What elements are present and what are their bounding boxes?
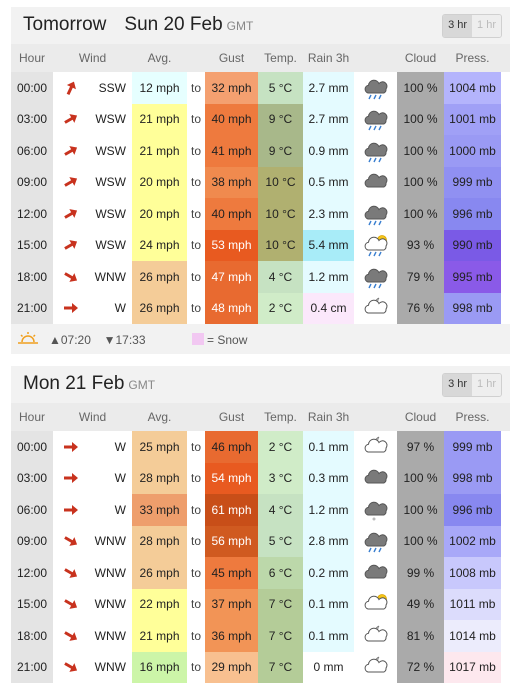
rain-3h: 5.4 mm bbox=[303, 230, 354, 262]
gust-wind: 48 mph bbox=[205, 293, 258, 325]
gust-wind: 46 mph bbox=[205, 431, 258, 463]
arrow-wsw-icon bbox=[53, 135, 89, 167]
temperature: 9 °C bbox=[258, 104, 303, 136]
arrow-wsw-icon bbox=[53, 230, 89, 262]
rain-3h: 0.1 mm bbox=[303, 431, 354, 463]
day-header bbox=[11, 7, 510, 44]
hour-cell: 12:00 bbox=[11, 198, 53, 230]
arrow-wnw-icon bbox=[53, 261, 89, 293]
to-label: to bbox=[187, 431, 205, 463]
wind-direction: WSW bbox=[89, 135, 132, 167]
forecast-row bbox=[11, 104, 510, 136]
rain-3h: 0 mm bbox=[303, 652, 354, 684]
forecast-day-1 bbox=[11, 7, 510, 354]
col-press: Press. bbox=[455, 51, 490, 65]
hour-cell: 06:00 bbox=[11, 135, 53, 167]
avg-wind: 16 mph bbox=[132, 652, 187, 684]
col-hour: Hour bbox=[18, 410, 45, 424]
col-gust: Gust bbox=[218, 410, 245, 424]
arrow-w-icon bbox=[53, 463, 89, 495]
rain-3h: 0.9 mm bbox=[303, 135, 354, 167]
rain-3h: 2.3 mm bbox=[303, 198, 354, 230]
forecast-row bbox=[11, 526, 510, 558]
hour-cell: 12:00 bbox=[11, 557, 53, 589]
hour-cell: 00:00 bbox=[11, 72, 53, 104]
to-label: to bbox=[187, 652, 205, 684]
cloud-moon-icon bbox=[354, 652, 397, 684]
temperature: 7 °C bbox=[258, 620, 303, 652]
gust-wind: 40 mph bbox=[205, 104, 258, 136]
pressure: 1001 mb bbox=[444, 104, 501, 136]
to-label: to bbox=[187, 230, 205, 262]
avg-wind: 26 mph bbox=[132, 293, 187, 325]
hour-cell: 09:00 bbox=[11, 167, 53, 199]
gust-wind: 54 mph bbox=[205, 463, 258, 495]
temperature: 7 °C bbox=[258, 652, 303, 684]
hour-cell: 03:00 bbox=[11, 463, 53, 495]
cloud-moon-icon bbox=[354, 293, 397, 325]
rain-3h: 2.7 mm bbox=[303, 72, 354, 104]
to-label: to bbox=[187, 526, 205, 558]
snow-legend-label: = Snow bbox=[207, 333, 248, 347]
cloud-rain-icon bbox=[354, 135, 397, 167]
sun-cloud-rain-icon bbox=[354, 230, 397, 262]
gust-wind: 53 mph bbox=[205, 230, 258, 262]
day-date: Sun 20 Feb bbox=[124, 14, 223, 35]
gust-wind: 45 mph bbox=[205, 557, 258, 589]
temperature: 3 °C bbox=[258, 463, 303, 495]
rain-3h: 0.1 mm bbox=[303, 589, 354, 621]
rain-3h: 0.2 mm bbox=[303, 557, 354, 589]
gust-wind: 47 mph bbox=[205, 261, 258, 293]
gust-wind: 61 mph bbox=[205, 494, 258, 526]
cloud-cover: 76 % bbox=[397, 293, 444, 325]
pressure: 990 mb bbox=[444, 230, 501, 262]
col-cloud: Cloud bbox=[404, 51, 437, 65]
gust-wind: 41 mph bbox=[205, 135, 258, 167]
temperature: 5 °C bbox=[258, 72, 303, 104]
wind-direction: W bbox=[89, 463, 132, 495]
gust-wind: 32 mph bbox=[205, 72, 258, 104]
rain-3h: 0.1 mm bbox=[303, 620, 354, 652]
rain-3h: 0.4 cm bbox=[303, 293, 354, 325]
temperature: 5 °C bbox=[258, 526, 303, 558]
wind-direction: WNW bbox=[89, 557, 132, 589]
wind-direction: WNW bbox=[89, 589, 132, 621]
avg-wind: 28 mph bbox=[132, 463, 187, 495]
to-label: to bbox=[187, 293, 205, 325]
cloud-rain-icon bbox=[354, 526, 397, 558]
cloud-cover: 49 % bbox=[397, 589, 444, 621]
forecast-row bbox=[11, 652, 510, 684]
arrow-wnw-icon bbox=[53, 526, 89, 558]
wind-direction: WNW bbox=[89, 526, 132, 558]
toggle-3hr[interactable]: 3 hr bbox=[443, 374, 472, 396]
toggle-1hr[interactable]: 1 hr bbox=[472, 374, 501, 396]
pressure: 1008 mb bbox=[444, 557, 501, 589]
rain-3h: 1.2 mm bbox=[303, 494, 354, 526]
col-temp: Temp. bbox=[264, 51, 297, 65]
cloud-cover: 72 % bbox=[397, 652, 444, 684]
cloud-rain-icon bbox=[354, 261, 397, 293]
col-avg: Avg. bbox=[147, 51, 172, 65]
pressure: 998 mb bbox=[444, 293, 501, 325]
wind-direction: W bbox=[89, 293, 132, 325]
temperature: 2 °C bbox=[258, 293, 303, 325]
interval-toggle bbox=[442, 14, 502, 38]
cloud-cover: 100 % bbox=[397, 198, 444, 230]
hour-cell: 15:00 bbox=[11, 589, 53, 621]
wind-direction: WSW bbox=[89, 230, 132, 262]
forecast-row bbox=[11, 431, 510, 463]
temperature: 2 °C bbox=[258, 431, 303, 463]
avg-wind: 21 mph bbox=[132, 135, 187, 167]
wind-direction: SSW bbox=[89, 72, 132, 104]
forecast-row bbox=[11, 557, 510, 589]
avg-wind: 21 mph bbox=[132, 104, 187, 136]
hour-cell: 09:00 bbox=[11, 526, 53, 558]
forecast-rows bbox=[11, 431, 510, 683]
sunrise-icon bbox=[17, 331, 39, 345]
hour-cell: 00:00 bbox=[11, 431, 53, 463]
to-label: to bbox=[187, 167, 205, 199]
cloud-cover: 100 % bbox=[397, 104, 444, 136]
pressure: 1004 mb bbox=[444, 72, 501, 104]
col-gust: Gust bbox=[218, 51, 245, 65]
wind-direction: WSW bbox=[89, 104, 132, 136]
pressure: 996 mb bbox=[444, 198, 501, 230]
timezone-label: GMT bbox=[226, 19, 254, 33]
pressure: 1017 mb bbox=[444, 652, 501, 684]
col-wind: Wind bbox=[78, 51, 107, 65]
col-press: Press. bbox=[455, 410, 490, 424]
col-hour: Hour bbox=[18, 51, 45, 65]
arrow-w-icon bbox=[53, 293, 89, 325]
cloud-cover: 97 % bbox=[397, 431, 444, 463]
to-label: to bbox=[187, 463, 205, 495]
cloud-rain-icon bbox=[354, 72, 397, 104]
forecast-rows bbox=[11, 72, 510, 324]
temperature: 4 °C bbox=[258, 261, 303, 293]
temperature: 7 °C bbox=[258, 589, 303, 621]
sun-cloud-icon bbox=[354, 589, 397, 621]
to-label: to bbox=[187, 620, 205, 652]
hour-cell: 06:00 bbox=[11, 494, 53, 526]
temperature: 4 °C bbox=[258, 494, 303, 526]
day-label: Mon 21 Feb bbox=[23, 373, 125, 394]
forecast-row bbox=[11, 198, 510, 230]
wind-direction: W bbox=[89, 431, 132, 463]
arrow-ssw-icon bbox=[53, 72, 89, 104]
to-label: to bbox=[187, 557, 205, 589]
cloud-icon bbox=[354, 167, 397, 199]
to-label: to bbox=[187, 261, 205, 293]
col-rain: Rain 3h bbox=[307, 410, 350, 424]
rain-3h: 1.2 mm bbox=[303, 261, 354, 293]
forecast-day-2 bbox=[11, 366, 510, 683]
sunrise-time: ▲07:20 bbox=[49, 333, 91, 347]
hour-cell: 03:00 bbox=[11, 104, 53, 136]
col-temp: Temp. bbox=[264, 410, 297, 424]
rain-3h: 2.7 mm bbox=[303, 104, 354, 136]
avg-wind: 20 mph bbox=[132, 167, 187, 199]
arrow-wnw-icon bbox=[53, 589, 89, 621]
forecast-row bbox=[11, 72, 510, 104]
forecast-row bbox=[11, 167, 510, 199]
cloud-rain-icon bbox=[354, 198, 397, 230]
avg-wind: 20 mph bbox=[132, 198, 187, 230]
pressure: 999 mb bbox=[444, 167, 501, 199]
cloud-cover: 100 % bbox=[397, 463, 444, 495]
temperature: 10 °C bbox=[258, 198, 303, 230]
gust-wind: 37 mph bbox=[205, 589, 258, 621]
to-label: to bbox=[187, 104, 205, 136]
hour-cell: 18:00 bbox=[11, 261, 53, 293]
hour-cell: 15:00 bbox=[11, 230, 53, 262]
to-label: to bbox=[187, 589, 205, 621]
forecast-row bbox=[11, 589, 510, 621]
wind-direction: WNW bbox=[89, 620, 132, 652]
temperature: 10 °C bbox=[258, 167, 303, 199]
pressure: 1000 mb bbox=[444, 135, 501, 167]
avg-wind: 26 mph bbox=[132, 261, 187, 293]
sun-footer bbox=[11, 324, 510, 354]
to-label: to bbox=[187, 72, 205, 104]
temperature: 9 °C bbox=[258, 135, 303, 167]
cloud-cover: 99 % bbox=[397, 557, 444, 589]
gust-wind: 38 mph bbox=[205, 167, 258, 199]
hour-cell: 21:00 bbox=[11, 652, 53, 684]
avg-wind: 24 mph bbox=[132, 230, 187, 262]
arrow-wsw-icon bbox=[53, 167, 89, 199]
to-label: to bbox=[187, 198, 205, 230]
cloud-moon-icon bbox=[354, 620, 397, 652]
timezone-label: GMT bbox=[128, 378, 156, 392]
hour-cell: 18:00 bbox=[11, 620, 53, 652]
rain-3h: 0.5 mm bbox=[303, 167, 354, 199]
toggle-1hr[interactable]: 1 hr bbox=[472, 15, 501, 37]
pressure: 1014 mb bbox=[444, 620, 501, 652]
cloud-icon bbox=[354, 463, 397, 495]
avg-wind: 21 mph bbox=[132, 620, 187, 652]
avg-wind: 33 mph bbox=[132, 494, 187, 526]
pressure: 1011 mb bbox=[444, 589, 501, 621]
avg-wind: 12 mph bbox=[132, 72, 187, 104]
pressure: 996 mb bbox=[444, 494, 501, 526]
hour-cell: 21:00 bbox=[11, 293, 53, 325]
forecast-row bbox=[11, 293, 510, 325]
cloud-cover: 79 % bbox=[397, 261, 444, 293]
day-title bbox=[23, 373, 155, 395]
wind-direction: W bbox=[89, 494, 132, 526]
avg-wind: 28 mph bbox=[132, 526, 187, 558]
col-cloud: Cloud bbox=[404, 410, 437, 424]
day-header bbox=[11, 366, 510, 403]
arrow-wnw-icon bbox=[53, 557, 89, 589]
gust-wind: 56 mph bbox=[205, 526, 258, 558]
gust-wind: 36 mph bbox=[205, 620, 258, 652]
col-wind: Wind bbox=[78, 410, 107, 424]
avg-wind: 25 mph bbox=[132, 431, 187, 463]
pressure: 998 mb bbox=[444, 463, 501, 495]
rain-3h: 0.3 mm bbox=[303, 463, 354, 495]
day-title bbox=[23, 14, 253, 36]
to-label: to bbox=[187, 135, 205, 167]
column-headers bbox=[11, 403, 510, 431]
pressure: 1002 mb bbox=[444, 526, 501, 558]
forecast-row bbox=[11, 463, 510, 495]
forecast-row bbox=[11, 230, 510, 262]
toggle-3hr[interactable]: 3 hr bbox=[443, 15, 472, 37]
sunset-time: ▼17:33 bbox=[103, 333, 146, 347]
gust-wind: 40 mph bbox=[205, 198, 258, 230]
cloud-cover: 100 % bbox=[397, 494, 444, 526]
cloud-snow-icon bbox=[354, 494, 397, 526]
cloud-icon bbox=[354, 557, 397, 589]
cloud-cover: 100 % bbox=[397, 135, 444, 167]
forecast-row bbox=[11, 135, 510, 167]
avg-wind: 26 mph bbox=[132, 557, 187, 589]
forecast-row bbox=[11, 494, 510, 526]
to-label: to bbox=[187, 494, 205, 526]
wind-direction: WNW bbox=[89, 261, 132, 293]
arrow-wsw-icon bbox=[53, 198, 89, 230]
interval-toggle bbox=[442, 373, 502, 397]
arrow-wnw-icon bbox=[53, 652, 89, 684]
cloud-cover: 100 % bbox=[397, 167, 444, 199]
temperature: 6 °C bbox=[258, 557, 303, 589]
cloud-cover: 81 % bbox=[397, 620, 444, 652]
pressure: 999 mb bbox=[444, 431, 501, 463]
arrow-wnw-icon bbox=[53, 620, 89, 652]
forecast-row bbox=[11, 261, 510, 293]
wind-direction: WSW bbox=[89, 198, 132, 230]
arrow-w-icon bbox=[53, 494, 89, 526]
rain-3h: 2.8 mm bbox=[303, 526, 354, 558]
cloud-rain-icon bbox=[354, 104, 397, 136]
temperature: 10 °C bbox=[258, 230, 303, 262]
cloud-cover: 100 % bbox=[397, 72, 444, 104]
gust-wind: 29 mph bbox=[205, 652, 258, 684]
arrow-wsw-icon bbox=[53, 104, 89, 136]
forecast-row bbox=[11, 620, 510, 652]
wind-direction: WSW bbox=[89, 167, 132, 199]
pressure: 995 mb bbox=[444, 261, 501, 293]
wind-direction: WNW bbox=[89, 652, 132, 684]
day-label: Tomorrow bbox=[23, 14, 107, 35]
col-avg: Avg. bbox=[147, 410, 172, 424]
column-headers bbox=[11, 44, 510, 72]
snow-legend-swatch bbox=[192, 333, 204, 345]
avg-wind: 22 mph bbox=[132, 589, 187, 621]
cloud-cover: 93 % bbox=[397, 230, 444, 262]
cloud-cover: 100 % bbox=[397, 526, 444, 558]
arrow-w-icon bbox=[53, 431, 89, 463]
cloud-moon-icon bbox=[354, 431, 397, 463]
col-rain: Rain 3h bbox=[307, 51, 350, 65]
